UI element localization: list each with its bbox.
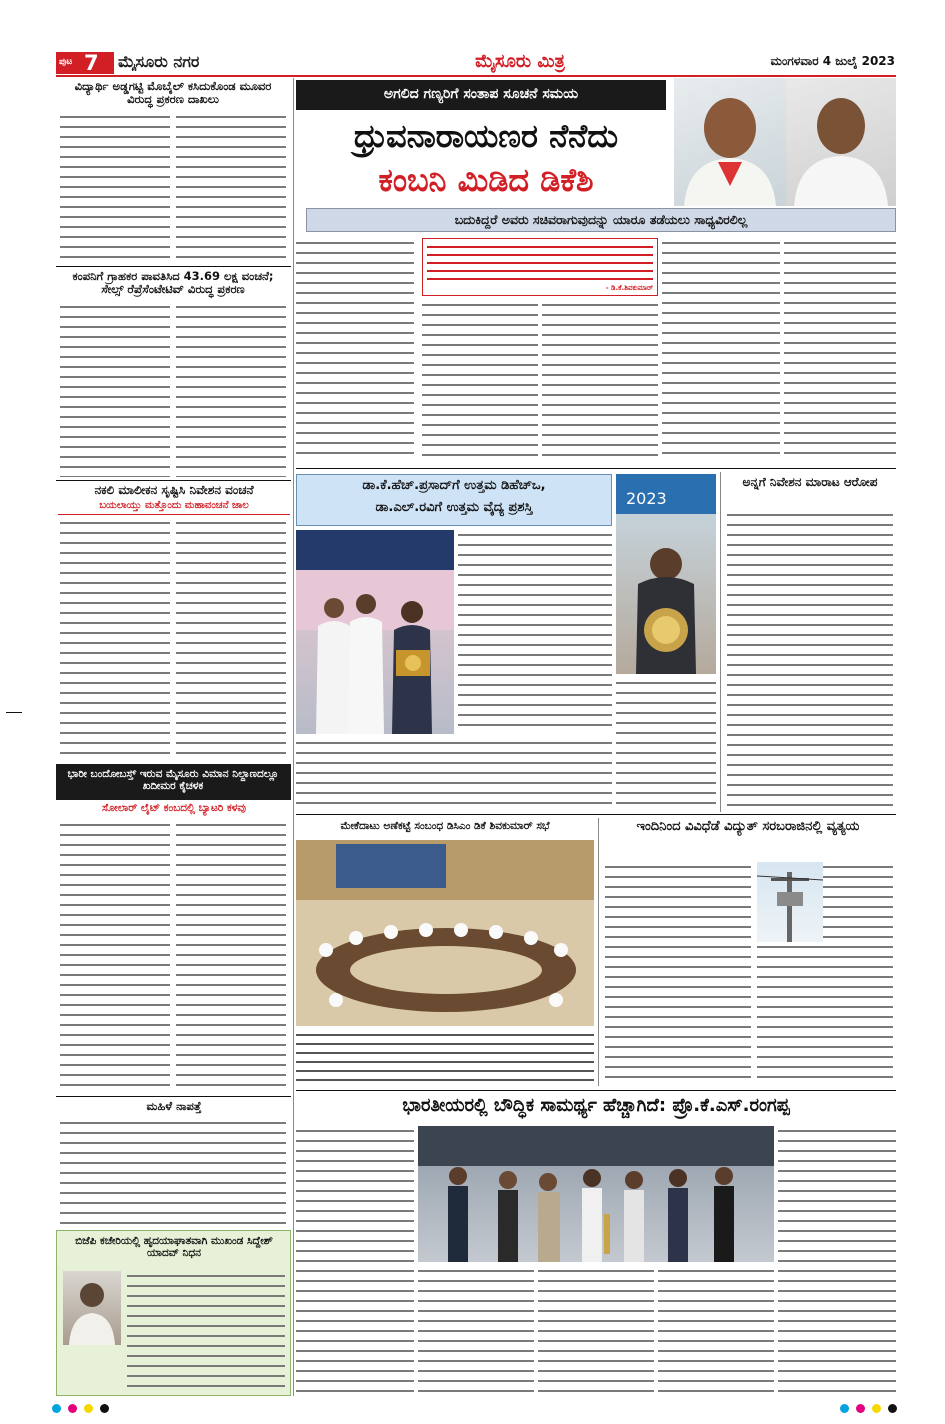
section-title: ಮೈಸೂರು ನಗರ: [118, 53, 200, 71]
registration-cyan-dot: [52, 1404, 61, 1413]
divider: [56, 1096, 291, 1097]
lead-body-col2: [422, 300, 538, 462]
lead-photo-dkshivakumar: [786, 78, 896, 206]
award-photo-second: [616, 474, 716, 674]
bottom-body-col4: [658, 1266, 774, 1394]
story-headline-3: ನಕಲಿ ಮಾಲೀಕನ ಸೃಷ್ಟಿಸಿ ನಿವೇಶನ ವಂಚನೆ: [94, 483, 254, 497]
award-headline-1: ಡಾ.ಕೆ.ಹೆಚ್.ಪ್ರಸಾದ್‌ಗೆ ಉತ್ತಮ ಡಿಹೆಚ್‌ಒ,: [362, 478, 546, 493]
lead-headline-1: ಧ್ರುವನಾರಾಯಣರ ನೆನೆದು: [353, 117, 619, 155]
story-body-6: [127, 1271, 285, 1389]
portrait-icon: [786, 78, 896, 206]
divider: [296, 468, 896, 469]
divider: [56, 480, 291, 481]
meeting-story: [296, 818, 594, 1086]
award-headline-2: ಡಾ.ಎಲ್.ರವಿಗೆ ಉತ್ತಮ ವೈದ್ಯ ಪ್ರಶಸ್ತಿ: [375, 500, 533, 515]
bottom-story: [296, 1094, 896, 1396]
lead-headline-2: ಕಂಬನಿ ಮಿಡಿದ ಡಿಕೆಶಿ: [378, 161, 594, 199]
award-photo-main: [296, 530, 454, 734]
registration-black-dot: [888, 1404, 897, 1413]
right-brief: [720, 472, 896, 812]
bottom-body-col1: [296, 1126, 414, 1394]
meeting-photo: [296, 840, 594, 1026]
registration-black-dot: [100, 1404, 109, 1413]
bottom-headline: ಭಾರತೀಯರಲ್ಲಿ ಬೌದ್ಧಿಕ ಸಾಮರ್ಥ್ಯ ಹೆಚ್ಚಾಗಿದೆ: ಪ್ರೊ.ಕೆ.ಎಸ್.ರಂಗಪ್ಪ: [402, 1095, 790, 1116]
lead-kicker: ಅಗಲಿದ ಗಣ್ಯರಿಗೆ ಸಂತಾಪ ಸೂಚನೆ ಸಮಯ: [383, 86, 579, 102]
obituary-box: [56, 1230, 291, 1396]
right-brief-headline: ಅನ್ನಗೆ ನಿವೇಶನ ಮಾರಾಟ ಆರೋಪ: [742, 475, 878, 489]
story-body-2a: [60, 302, 170, 477]
registration-yellow-dot: [84, 1404, 93, 1413]
award-body-col1: [458, 530, 612, 734]
story-body-1a: [60, 112, 170, 262]
power-body-col1: [605, 862, 751, 1084]
story-body-3b: [176, 518, 286, 760]
meeting-headline: ಮೇಕೆದಾಟು ಅಣೆಕಟ್ಟೆ ಸಂಬಂಧ ಡಿಸಿಎಂ ಡಿಕೆ ಶಿವಕುಮಾರ್ ಸಭೆ: [340, 820, 550, 832]
power-story: [598, 818, 896, 1086]
story-body-1b: [176, 112, 286, 262]
quote-attribution: - ಡಿ.ಕೆ.ಶಿವಕುಮಾರ್: [605, 284, 653, 292]
registration-magenta-dot: [68, 1404, 77, 1413]
award-headline-box: [296, 474, 612, 526]
electric-pole-icon: [757, 862, 823, 942]
story-subhead-4: ಸೋಲಾರ್ ಲೈಟ್ ಕಂಬದಲ್ಲಿ ಬ್ಯಾಟರಿ ಕಳವು: [102, 802, 246, 814]
power-headline: ಇಂದಿನಿಂದ ವಿವಿಧೆಡೆ ವಿದ್ಯುತ್ ಸರಬರಾಜಿನಲ್ಲಿ ವ್ಯತ್ಯಯ: [636, 819, 860, 834]
story-headline-2: ಕಂಪನಿಗೆ ಗ್ರಾಹಕರ ಪಾವತಿಸಿದ 43.69 ಲಕ್ಷ ವಂಚನೆ; ಸೇಲ್ಸ್ ರೆಪ್ರೆಸೆಂಟೇಟಿವ್ ವಿರುದ್ಧ ಪ್ರಕರಣ: [72, 269, 274, 297]
lead-subhead: ಬದುಕಿದ್ದರೆ ಅವರು ಸಚಿವರಾಗುವುದನ್ನು ಯಾರೂ ತಡೆಯಲು ಸಾಧ್ಯವಿರಲಿಲ್ಲ: [454, 212, 748, 227]
award-recipient-icon: [616, 474, 716, 674]
award-caption: [296, 738, 612, 810]
bottom-body-col5: [778, 1126, 896, 1394]
award-body-col2: [616, 678, 716, 810]
registration-cyan-dot: [840, 1404, 849, 1413]
lead-body-col1: [296, 238, 414, 462]
divider: [56, 266, 291, 267]
power-pole-photo: [757, 862, 823, 942]
story-headline-box-4: [56, 764, 291, 800]
lead-body-col3: [542, 300, 658, 462]
banner-year: 2023: [626, 489, 667, 508]
meeting-hall-icon: [296, 840, 594, 1026]
masthead-rule: [56, 75, 896, 77]
crop-mark: [6, 712, 22, 713]
registration-magenta-dot: [856, 1404, 865, 1413]
page-number: 7: [84, 52, 99, 74]
bottom-body-col3: [538, 1266, 654, 1394]
lead-quote-box: [422, 238, 658, 296]
bottom-body-col2: [418, 1266, 534, 1394]
page-label: ಪುಟ: [59, 57, 73, 67]
lead-subhead-box: [306, 208, 896, 232]
registration-yellow-dot: [872, 1404, 881, 1413]
story-body-5: [60, 1118, 286, 1226]
quote-lines: [427, 243, 653, 283]
person-silhouette-icon: [63, 1271, 121, 1345]
story-headline-1: ವಿದ್ಯಾರ್ಥಿ ಅಡ್ಡಗಟ್ಟಿ ಮೊಬೈಲ್ ಕಸಿದುಕೊಂಡ ಮೂವರ ವಿರುದ್ಧ ಪ್ರಕರಣ ದಾಖಲು: [74, 79, 272, 107]
meeting-caption: [296, 1030, 594, 1086]
lead-kicker-box: [296, 80, 666, 110]
paper-name: ಮೈಸೂರು ಮಿತ್ರ: [475, 52, 565, 72]
story-body-4b: [176, 820, 286, 1092]
story-headline-5: ಮಹಿಳೆ ನಾಪತ್ತೆ: [146, 1099, 202, 1113]
lead-body-col4: [662, 238, 780, 462]
left-column: [56, 78, 291, 1396]
portrait-icon: [674, 78, 786, 206]
page-number-box: [56, 52, 114, 74]
award-story: [296, 472, 716, 812]
story-body-2b: [176, 302, 286, 477]
story-headline-6: ಬಿಜೆಪಿ ಕಚೇರಿಯಲ್ಲಿ ಹೃದಯಾಘಾತವಾಗಿ ಮುಖಂಡ ಸಿದ್ದೇಶ್ ಯಾದವ್ ನಿಧನ: [75, 1235, 273, 1260]
column-rule: [293, 78, 294, 1396]
divider: [296, 814, 896, 815]
obituary-photo: [63, 1271, 121, 1345]
story-headline-4: ಭಾರೀ ಬಂದೋಬಸ್ತ್ ಇರುವ ಮೈಸೂರು ವಿಮಾನ ನಿಲ್ದಾಣದಲ್ಲೂ ಖದೀಮರ ಕೈಚಳಕ: [67, 768, 279, 793]
story-body-3a: [60, 518, 170, 760]
bottom-event-photo: [418, 1126, 774, 1262]
issue-date: ಮಂಗಳವಾರ 4 ಜುಲೈ 2023: [770, 55, 895, 68]
lead-body-col5: [784, 238, 896, 462]
divider: [296, 1090, 896, 1091]
story-subhead-3: ಬಯಲಾಯ್ತು ಮತ್ತೊಂದು ಮಹಾವಂಚನೆ ಜಾಲ: [58, 500, 290, 515]
lamp-lighting-ceremony-icon: [418, 1126, 774, 1262]
lead-story: [296, 78, 896, 466]
right-brief-body: [727, 510, 893, 808]
award-ceremony-icon: [296, 530, 454, 734]
story-body-4a: [60, 820, 170, 1092]
lead-photo-dhruvanarayan: [674, 78, 786, 206]
